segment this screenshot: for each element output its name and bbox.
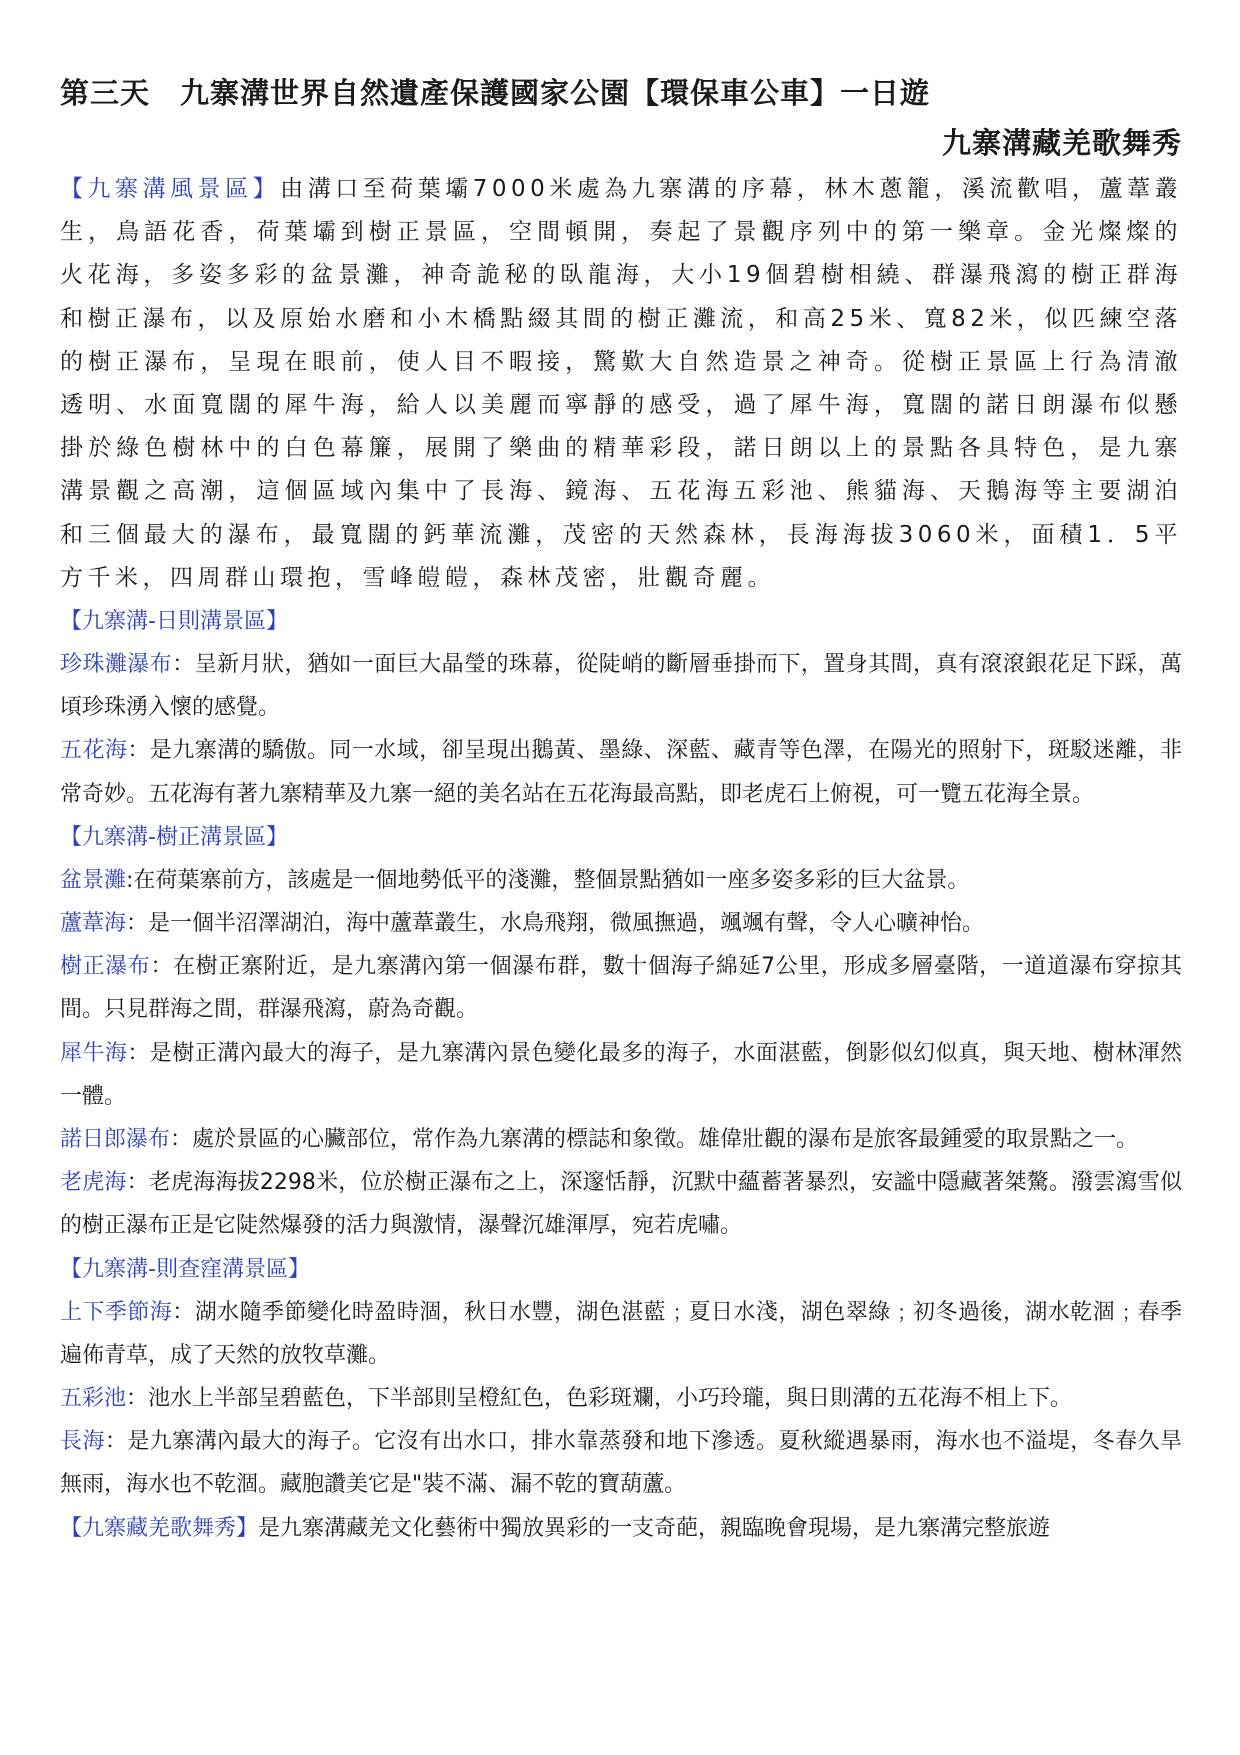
entry-term: 諾日郎瀑布 — [60, 1127, 171, 1153]
entry-item — [60, 945, 1182, 1031]
entry-term: 上下季節海 — [60, 1299, 173, 1325]
entry-text: ：是樹正溝內最大的海子，是九寨溝內景色變化最多的海子，水面湛藍，倒影似幻似真，與天地、樹林渾然一體。 — [60, 1040, 1182, 1109]
entry-item — [60, 1377, 1182, 1420]
entry-item — [60, 729, 1182, 815]
closing-paragraph — [60, 1507, 1182, 1550]
entry-term: 樹正瀑布 — [60, 954, 151, 980]
page-subtitle: 九寨溝藏羌歌舞秀 — [941, 126, 1182, 160]
entry-item — [60, 643, 1182, 729]
intro-term: 【九寨溝風景區】 — [60, 176, 281, 202]
intro-text: 由溝口至荷葉壩7000米處為九寨溝的序幕，林木蔥籠，溪流歡唱，蘆葦叢生，鳥語花香，荷葉壩到樹正景區，空間頓開，奏起了景觀序列中的第一樂章。金光燦燦的火花海，多姿多彩的盆景灘，神奇詭秘的臥龍海，大小19個碧樹相繞、群瀑飛瀉的樹正群海和樹正瀑布，以及原始水磨和小木橋點綴其間的樹正灘流，和高25米、寬82米，似匹練空落的樹正瀑布，呈現在眼前，使人目不暇接，驚歎大自然造景之神奇。從樹正景區上行為清澈透明、水面寬闊的犀牛海，給人以美麗而寧靜的感受，過了犀牛海，寬闊的諾日朗瀑布似懸掛於綠色樹林中的白色幕簾，展開了樂曲的精華彩段，諾日朗以上的景點各具特色，是九寨溝景觀之高潮，這個區域內集中了長海、鏡海、五花海五彩池、熊貓海、天鵝海等主要湖泊和三個最大的瀑布，最寬闊的鈣華流灘，茂密的天然森林，長海海拔3060米，面積1．5平方千米，四周群山環抱，雪峰皚皚，森林茂密，壯觀奇麗。 — [60, 176, 1183, 591]
entry-text: ：是一個半沼澤湖泊，海中蘆葦叢生，水鳥飛翔，微風撫過，颯颯有聲，令人心曠神怡。 — [126, 911, 985, 937]
entry-text: ：在樹正寨附近，是九寨溝內第一個瀑布群，數十個海子綿延7公里，形成多層臺階，一道道瀑布穿掠其間。只見群海之間，群瀑飛瀉，蔚為奇觀。 — [60, 954, 1182, 1023]
entry-item — [60, 1161, 1182, 1247]
entry-term: 五花海 — [60, 738, 128, 764]
section-heading-rize: 【九寨溝-日則溝景區】 — [60, 609, 288, 635]
entry-item — [60, 902, 1182, 945]
closing-text: 是九寨溝藏羌文化藝術中獨放異彩的一支奇葩，親臨晚會現場，是九寨溝完整旅遊 — [258, 1515, 1051, 1541]
entry-text: ：是九寨溝的驕傲。同一水域，卻呈現出鵝黃、墨綠、深藍、藏青等色澤，在陽光的照射下，斑駁迷離，非常奇妙。五花海有著九寨精華及九寨一絕的美名站在五花海最高點，即老虎石上俯視，可一覽五花海全景。 — [60, 738, 1182, 807]
entry-text: ：處於景區的心臟部位，常作為九寨溝的標誌和象徵。雄偉壯觀的瀑布是旅客最鍾愛的取景點之一。 — [170, 1127, 1139, 1153]
entry-text: ：呈新月狀，猶如一面巨大晶瑩的珠幕，從陡峭的斷層垂掛而下，置身其間，真有滾滾銀花足下踩，萬頃珍珠湧入懷的感覺。 — [60, 652, 1182, 721]
entry-term: 長海 — [60, 1429, 105, 1455]
entry-text: ：湖水隨季節變化時盈時涸，秋日水豐，湖色湛藍﹔夏日水淺，湖色翠綠﹔初冬過後，湖水乾涸﹔春季遍佈青草，成了天然的放牧草灘。 — [60, 1299, 1182, 1368]
entry-term: 珍珠灘瀑布 — [60, 652, 173, 678]
entry-item — [60, 1291, 1182, 1377]
entry-item — [60, 859, 1182, 902]
page-title: 第三天 九寨溝世界自然遺產保護國家公園【環保車公車】一日遊 — [60, 76, 931, 110]
entry-term: 蘆葦海 — [60, 911, 127, 937]
entry-term: 五彩池 — [60, 1386, 127, 1412]
entry-term: 老虎海 — [60, 1170, 127, 1196]
entry-item — [60, 1032, 1182, 1118]
entry-text: ：池水上半部呈碧藍色，下半部則呈橙紅色，色彩斑斕，小巧玲瓏，與日則溝的五花海不相上下。 — [126, 1386, 1073, 1412]
entry-text: ：是九寨溝內最大的海子。它沒有出水口，排水靠蒸發和地下滲透。夏秋縱遇暴雨，海水也不溢堤，冬春久旱無雨，海水也不乾涸。藏胞讚美它是"裝不滿、漏不乾的寶葫蘆。 — [60, 1429, 1182, 1498]
entry-term: 犀牛海 — [60, 1040, 128, 1066]
entry-text: :在荷葉寨前方，該處是一個地勢低平的淺灘，整個景點猶如一座多姿多彩的巨大盆景。 — [126, 867, 970, 893]
intro-paragraph — [60, 168, 1182, 600]
section-heading-shuzheng: 【九寨溝-樹正溝景區】 — [60, 824, 288, 850]
closing-term: 【九寨藏羌歌舞秀】 — [60, 1515, 259, 1541]
entry-item — [60, 1118, 1182, 1161]
entry-item — [60, 1420, 1182, 1506]
entry-text: ：老虎海海拔2298米，位於樹正瀑布之上，深邃恬靜，沉默中蘊蓄著暴烈，安謐中隱藏著桀驁。潑雲瀉雪似的樹正瀑布正是它陡然爆發的活力與激情，瀑聲沉雄渾厚，宛若虎嘯。 — [60, 1170, 1182, 1239]
section-heading-zechawa: 【九寨溝-則查窪溝景區】 — [60, 1256, 310, 1282]
entry-term: 盆景灘 — [60, 867, 127, 893]
